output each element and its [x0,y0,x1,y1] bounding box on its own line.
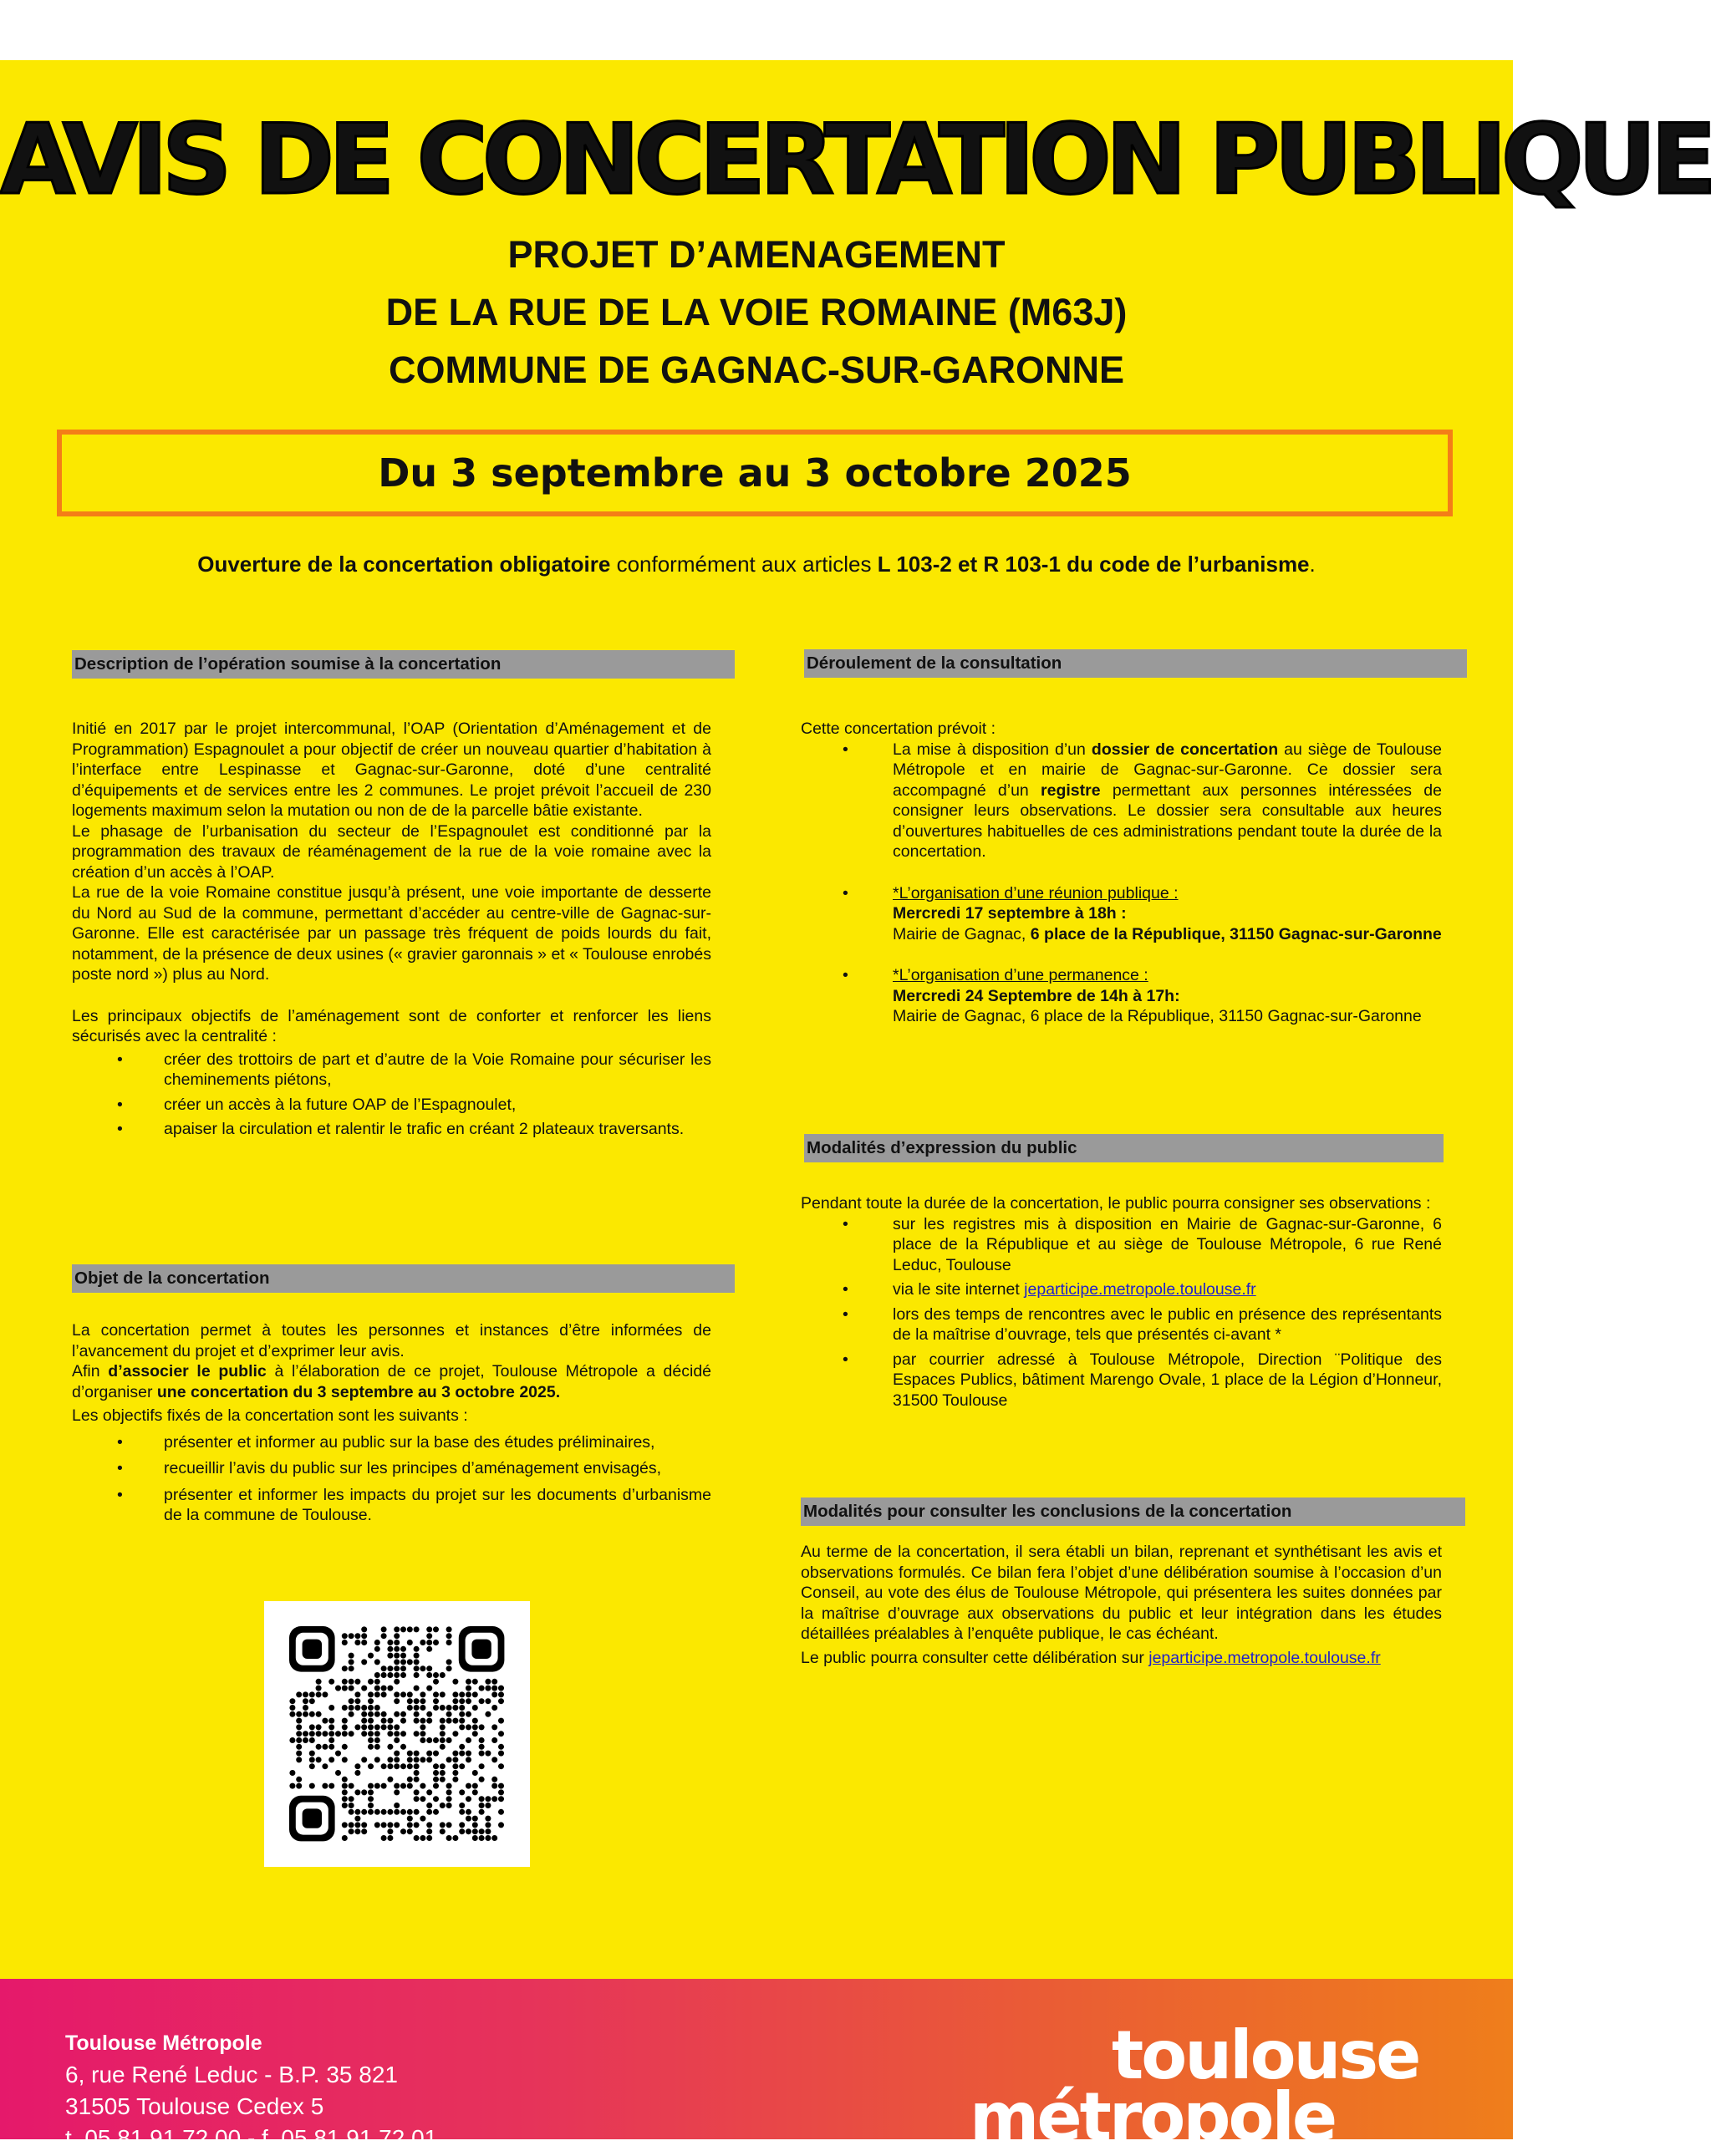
toulouse-metropole-logo [970,2016,1471,2156]
concertation-objectives-list [72,1432,711,1526]
intro-text-2: . [1309,552,1316,577]
objet-bold-2: une concertation du 3 septembre au 3 octobre 2025. [156,1382,561,1401]
item-bold-2: registre [1041,781,1101,800]
footer-phone: t. 05 81 91 72 00 - f. 05 81 91 72 01 [65,2125,438,2151]
list-item [801,740,1442,862]
section-heading-deroulement: Déroulement de la consultation [804,649,1467,678]
modalites-list [801,1214,1442,1411]
reunion-label: *L’organisation d’une réunion publique : [893,883,1179,903]
conclusions-body [801,1542,1442,1668]
objet-paragraph-1: La concertation permet à toutes les personnes et instances d’être informées de l’avancement du projet et d’exprimer leur avis. [72,1321,711,1360]
conclusions-text: Le public pourra consulter cette délibération sur [801,1648,1149,1667]
description-body [72,719,711,1140]
intro-line [0,552,1513,577]
section-heading-modalites: Modalités d’expression du public [804,1134,1444,1162]
objectives-intro: Les principaux objectifs de l’aménagement sont de conforter et renforcer les liens sécurisés avec la centralité : [72,1006,711,1045]
list-item: • sur les registres mis à disposition en Mairie de Gagnac-sur-Garonne, 6 place de la République et au siège de Toulouse Métropole, 6 rue René Leduc, Toulouse [801,1214,1442,1276]
deroulement-intro: Cette concertation prévoit : [801,720,996,738]
modalites-intro: Pendant toute la durée de la concertation, le public pourra consigner ses observations : [801,1194,1431,1213]
reunion-address: 6 place de la République, 31150 Gagnac-sur-Garonne [1030,924,1442,943]
list-item: • créer un accès à la future OAP de l’Espagnoulet, [72,1095,711,1116]
description-paragraph-2: Le phasage de l’urbanisation du secteur de l’Espagnoulet est conditionné par la programmation des travaux de réaménagement de la rue de la voie romaine avec la création d’un accès à l’OAP. [72,821,711,882]
objectives-list [72,1050,711,1140]
section-heading-conclusions: Modalités pour consulter les conclusions de la concertation [801,1498,1465,1526]
permanence-date: Mercredi 24 Septembre de 14h à 17h: [893,986,1180,1005]
footer-address [65,2027,437,2154]
deroulement-body [801,719,1442,1027]
objet-body [72,1320,711,1526]
conclusions-paragraph-1: Au terme de la concertation, il sera établi un bilan, reprenant et synthétisant les avis et observations formulés. Ce bilan fera l’objet d’une délibération soumise à l’occasion d’un Conseil, au vote des élus de Toulouse Métropole, qui présentera les suites données par la maîtrise d’ouvrage aux observations du public et leur intégration dans les études détaillées préalables à l’enquête publique, le cas échéant. [801,1543,1442,1643]
list-item: • présenter et informer les impacts du projet sur les documents d’urbanisme de la commune de Toulouse. [72,1485,711,1526]
description-paragraph-3: La rue de la voie Romaine constitue jusqu’à présent, une voie importante de desserte du Nord au Sud de la commune, permettant d’accéder au centre-ville de Gagnac-sur-Garonne. Elle est caractérisée par un passage très fréquent de poids lourds du fait, notamment, de la présence de deux usines (« gravier garonnais » et « Toulouse enrobés poste nord ») plus au Nord. [72,883,711,984]
objet-bold-1: d’associer le public [108,1362,267,1381]
qr-code-card [264,1601,530,1867]
main-title: AVIS DE CONCERTATION PUBLIQUE [0,104,1711,216]
list-item [801,965,1442,1027]
list-item: • créer des trottoirs de part et d’autre de la Voie Romaine pour sécuriser les cheminements piétons, [72,1050,711,1091]
item-text: via le site internet [893,1280,1025,1299]
permanence-place: Mairie de Gagnac, 6 place de la République, 31150 Gagnac-sur-Garonne [893,1007,1422,1025]
list-item: • par courrier adressé à Toulouse Métropole, Direction ¨Politique des Espaces Publics, bâtiment Marengo Ovale, 1 place de la Légion d’Honneur, 31500 Toulouse [801,1350,1442,1411]
deroulement-list [801,740,1442,1027]
footer-org-name: Toulouse Métropole [65,2031,262,2055]
conclusions-paragraph-2 [801,1648,1442,1669]
jeparticipe-link[interactable]: jeparticipe.metropole.toulouse.fr [1024,1280,1256,1299]
section-heading-objet: Objet de la concertation [72,1264,735,1293]
subtitle-line-2: DE LA RUE DE LA VOIE ROMAINE (M63J) [385,291,1128,333]
logo-line-2: métropole [970,2078,1336,2156]
footer [0,1979,1513,2156]
objet-text-1: Afin [72,1362,109,1381]
list-item: • présenter et informer au public sur la base des études préliminaires, [72,1432,711,1453]
poster [0,60,1711,2156]
subtitle-line-1: PROJET D’AMENAGEMENT [507,233,1006,276]
section-heading-description: Description de l’opération soumise à la concertation [72,650,735,679]
footer-address-line-2: 31505 Toulouse Cedex 5 [65,2093,324,2119]
item-text-1: La mise à disposition d’un [893,740,1092,759]
objet-text-2: à l’élaboration de ce projet, Toulouse Métropole a décidé d’organiser [72,1362,712,1401]
modalites-body [801,1193,1442,1411]
footer-address-line-1: 6, rue René Leduc - B.P. 35 821 [65,2062,398,2087]
item-bold-1: dossier de concertation [1091,740,1279,759]
objet-paragraph-3: Les objectifs fixés de la concertation sont les suivants : [72,1406,468,1425]
list-item [801,1279,1442,1300]
list-item [801,883,1442,945]
item-text-3: permettant aux personnes intéressées de consigner leurs observations. Le dossier sera consultable aux heures d’ouvertures habituelles de ces administrations pendant toute la durée de la concertation. [893,781,1442,861]
list-item: • recueillir l’avis du public sur les principes d’aménagement envisagés, [72,1458,711,1479]
jeparticipe-link[interactable]: jeparticipe.metropole.toulouse.fr [1148,1648,1381,1667]
intro-bold-2: L 103-2 et R 103-1 du code de l’urbanisme [877,552,1310,577]
qr-code-icon [264,1601,530,1867]
permanence-label: *L’organisation d’une permanence : [893,966,1148,984]
description-paragraph-1: Initié en 2017 par le projet intercommunal, l’OAP (Orientation d’Aménagement et de Programmation) Espagnoulet a pour objectif de créer un nouveau quartier d’habitation à l’interface entre Lespinasse et Gagnac-sur-Garonne, doté d’une centralité d’équipements et de services entre les 2 communes. Le projet prévoit l’accueil de 230 logements maximum selon la mutation ou non de de la parcelle bâtie existante. [72,720,711,820]
objet-paragraph-2 [72,1361,711,1402]
item-text-2: au siège de Toulouse Métropole et en mairie de Gagnac-sur-Garonne. Ce dossier sera accompagné d’un [893,740,1442,800]
reunion-date: Mercredi 17 septembre à 18h : [893,904,1127,923]
intro-text-1: conformément aux articles [610,552,878,577]
reunion-place: Mairie de Gagnac, [893,924,1031,943]
intro-bold-1: Ouverture de la concertation obligatoire [197,552,611,577]
list-item: • lors des temps de rencontres avec le public en présence des représentants de la maîtrise d’ouvrage, tels que présentés ci-avant * [801,1304,1442,1345]
date-range: Du 3 septembre au 3 octobre 2025 [378,450,1132,496]
logo-line-1: toulouse [1112,2016,1419,2094]
list-item: • apaiser la circulation et ralentir le trafic en créant 2 plateaux traversants. [72,1119,711,1140]
subtitle-line-3: COMMUNE DE GAGNAC-SUR-GARONNE [389,348,1124,391]
date-range-box [57,430,1453,516]
